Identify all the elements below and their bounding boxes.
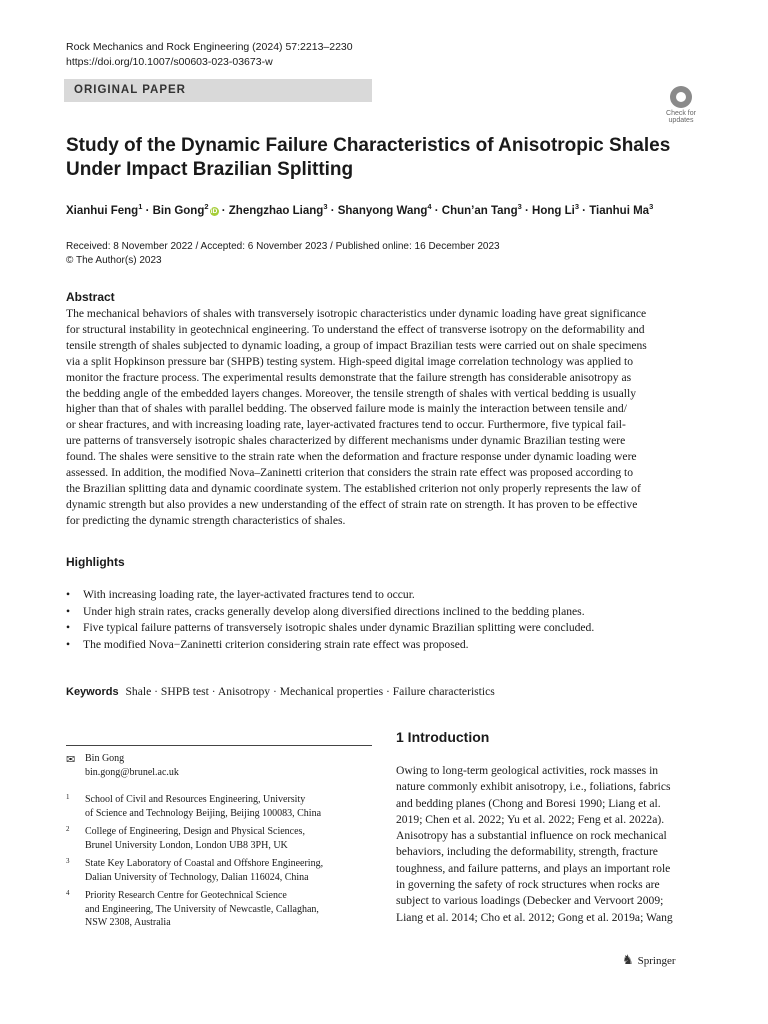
- abstract-line: found. The shales were sensitive to the strain rate when the deformation and fracture response under dynamic loading were: [66, 450, 637, 464]
- highlights-list: [66, 587, 706, 653]
- abstract-line: The mechanical behaviors of shales with transversely isotropic characteristics under dynamic loading have great significance: [66, 307, 647, 320]
- keywords-label: Keywords: [66, 686, 119, 698]
- orcid-icon[interactable]: iD: [210, 207, 218, 215]
- intro-line: in governing the safety of rock structures when rocks are: [396, 878, 660, 892]
- corresponding-author: [66, 752, 179, 780]
- abstract-line: the Brazilian splitting data and dynamic coordinate system. The established criterion not only properly represents the law of: [66, 481, 641, 495]
- affiliation-line: Brunel University London, London UB8 3PH, UK: [85, 839, 288, 851]
- footnote-divider: [66, 745, 372, 746]
- affiliation-line: College of Engineering, Design and Physical Sciences,: [85, 826, 305, 837]
- intro-line: and bedding planes (Chong and Boresi 1990; Liang et al.: [396, 796, 661, 810]
- check-label-1: Check for: [666, 110, 696, 117]
- paper-title: [66, 134, 686, 182]
- affiliation-number: 4: [66, 889, 70, 897]
- springer-horse-icon: ♞: [622, 952, 634, 967]
- author[interactable]: Xianhui Feng$^1$: [66, 202, 143, 217]
- envelope-icon: ✉: [66, 754, 76, 766]
- publication-dates: [66, 240, 500, 268]
- affiliation: [66, 793, 366, 820]
- author[interactable]: Bin Gong$^2$: [152, 202, 209, 217]
- abstract-line: for predicting the dynamic strength characteristics of shales.: [66, 513, 346, 527]
- title-line-2: Under Impact Brazilian Splitting: [66, 159, 354, 180]
- intro-line: behaviors, including the deformability, strength, fracture: [396, 845, 658, 859]
- intro-line: nature commonly exhibit anisotropy, i.e., foliations, fabrics: [396, 780, 671, 794]
- affiliation: [66, 857, 366, 884]
- keywords-list: Shale · SHPB test · Anisotropy · Mechanical properties · Failure characteristics: [125, 685, 495, 698]
- highlight-item: • With increasing loading rate, the layer-activated fractures tend to occur.: [66, 587, 706, 604]
- abstract-body: [66, 306, 702, 529]
- author[interactable]: Hong Li$^3$: [532, 202, 579, 217]
- keywords: [66, 685, 495, 698]
- article-type-banner: ORIGINAL PAPER: [64, 79, 372, 102]
- doi-link[interactable]: https://doi.org/10.1007/s00603-023-03673-w: [66, 56, 273, 68]
- affiliation-number: 1: [66, 793, 70, 801]
- affiliation: [66, 825, 366, 852]
- abstract-line: or shear fractures, and with increasing loading rate, layer-activated fractures tend to occur. Furthermore, five typical fail-: [66, 418, 626, 432]
- intro-line: Anisotropy has a substantial influence on rock mechanical: [396, 829, 667, 843]
- introduction-body: [396, 763, 702, 926]
- intro-line: 2019; Chen et al. 2022; Yu et al. 2022; Feng et al. 2022a).: [396, 812, 665, 826]
- abstract-line: the bedding angle of the embedded layers changes. Moreover, the tensile strength of shales with vertical bedding is usually: [66, 386, 637, 400]
- affiliation-line: NSW 2308, Australia: [85, 917, 171, 928]
- publisher-logo: [622, 952, 676, 968]
- intro-line: Owing to long-term geological activities, rock masses in: [396, 764, 659, 777]
- journal-citation: Rock Mechanics and Rock Engineering (2024) 57:2213–2230: [66, 41, 353, 53]
- abstract-line: higher than that of shales with parallel bedding. The observed failure mode is mainly the interaction between tensile and/: [66, 402, 627, 416]
- check-updates-icon: [670, 86, 692, 108]
- abstract-line: tensile strength of shales subjected to dynamic loading, a group of impact Brazilian tests were carried out on shale specimens: [66, 338, 647, 352]
- author-list: Xianhui Feng$^1$ · Bin Gong$^2$iD · Zhengzhao Liang$^3$ · Shanyong Wang$^4$ · Chun’an Tang$^3$ · Hong $Li^3$ · Tianhui Ma$^3$: [66, 202, 654, 217]
- check-for-updates-badge[interactable]: [663, 86, 699, 124]
- affiliation-number: 3: [66, 857, 70, 865]
- affiliation-number: 2: [66, 825, 70, 833]
- abstract-line: monitor the fracture process. The experimental results demonstrate that the failure strength has considerable anisotropy as: [66, 370, 632, 384]
- intro-line: Liang et al. 2014; Cho et al. 2012; Gong et al. 2019a; Wang: [396, 910, 673, 924]
- introduction-heading: 1 Introduction: [396, 729, 490, 745]
- affiliation-line: and Engineering, The University of Newcastle, Callaghan,: [85, 903, 319, 915]
- corr-email[interactable]: bin.gong@brunel.ac.uk: [85, 767, 179, 778]
- affiliation-line: of Science and Technology Beijing, Beijing 100083, China: [85, 807, 322, 819]
- author[interactable]: Zhengzhao Liang$^3$: [228, 202, 328, 217]
- intro-line: toughness, and failure patterns, and plays an important role: [396, 861, 671, 875]
- abstract-heading: Abstract: [66, 290, 115, 304]
- title-line-1: Study of the Dynamic Failure Characteristics of Anisotropic Shales: [66, 135, 671, 156]
- journal-header: [66, 40, 353, 70]
- intro-line: subject to various loadings (Debecker and Vervoort 2009;: [396, 894, 664, 908]
- dates-line: Received: 8 November 2022 / Accepted: 6 November 2023 / Published online: 16 December 2023: [66, 241, 500, 252]
- highlights-heading: Highlights: [66, 555, 125, 569]
- corr-name: Bin Gong: [85, 753, 125, 764]
- author[interactable]: Tianhui Ma$^3$: [589, 202, 654, 217]
- abstract-line: for structural instability in geotechnical engineering. To understand the effect of transverse isotropy on the deformability and: [66, 322, 645, 336]
- affiliation: [66, 889, 366, 930]
- abstract-line: assessed. In addition, the modified Nova–Zaninetti criterion that considers the strain rate effect was proposed according to: [66, 466, 634, 480]
- affiliation-line: Priority Research Centre for Geotechnical Science: [85, 890, 287, 901]
- publisher-name: Springer: [637, 955, 676, 967]
- check-label-2: updates: [668, 117, 694, 124]
- author[interactable]: Chun’an Tang$^3$: [441, 202, 522, 217]
- highlight-item: • Five typical failure patterns of transversely isotropic shales under dynamic Brazilian splitting were concluded.: [66, 620, 706, 637]
- affiliation-line: Dalian University of Technology, Dalian 116024, China: [85, 871, 309, 883]
- copyright-line: © The Author(s) 2023: [66, 255, 162, 266]
- abstract-line: ure patterns of transversely isotropic shales characterized by different mechanisms under dynamic Brazilian testing were: [66, 434, 626, 448]
- affiliation-line: School of Civil and Resources Engineering, University: [85, 794, 306, 805]
- abstract-line: dynamic strength but also provides a new understanding of the effect of strain rate on strength. It has proven to be effective: [66, 497, 638, 511]
- author[interactable]: Shanyong Wang$^4$: [337, 202, 432, 217]
- abstract-line: via a split Hopkinson pressure bar (SHPB) testing system. High-speed digital image correlation technology was applied to: [66, 354, 634, 368]
- highlight-item: • The modified Nova−Zaninetti criterion considering strain rate effect was proposed.: [66, 637, 706, 654]
- affiliation-line: State Key Laboratory of Coastal and Offshore Engineering,: [85, 858, 324, 869]
- highlight-item: • Under high strain rates, cracks generally develop along diversified directions inclined to the bedding planes.: [66, 604, 706, 621]
